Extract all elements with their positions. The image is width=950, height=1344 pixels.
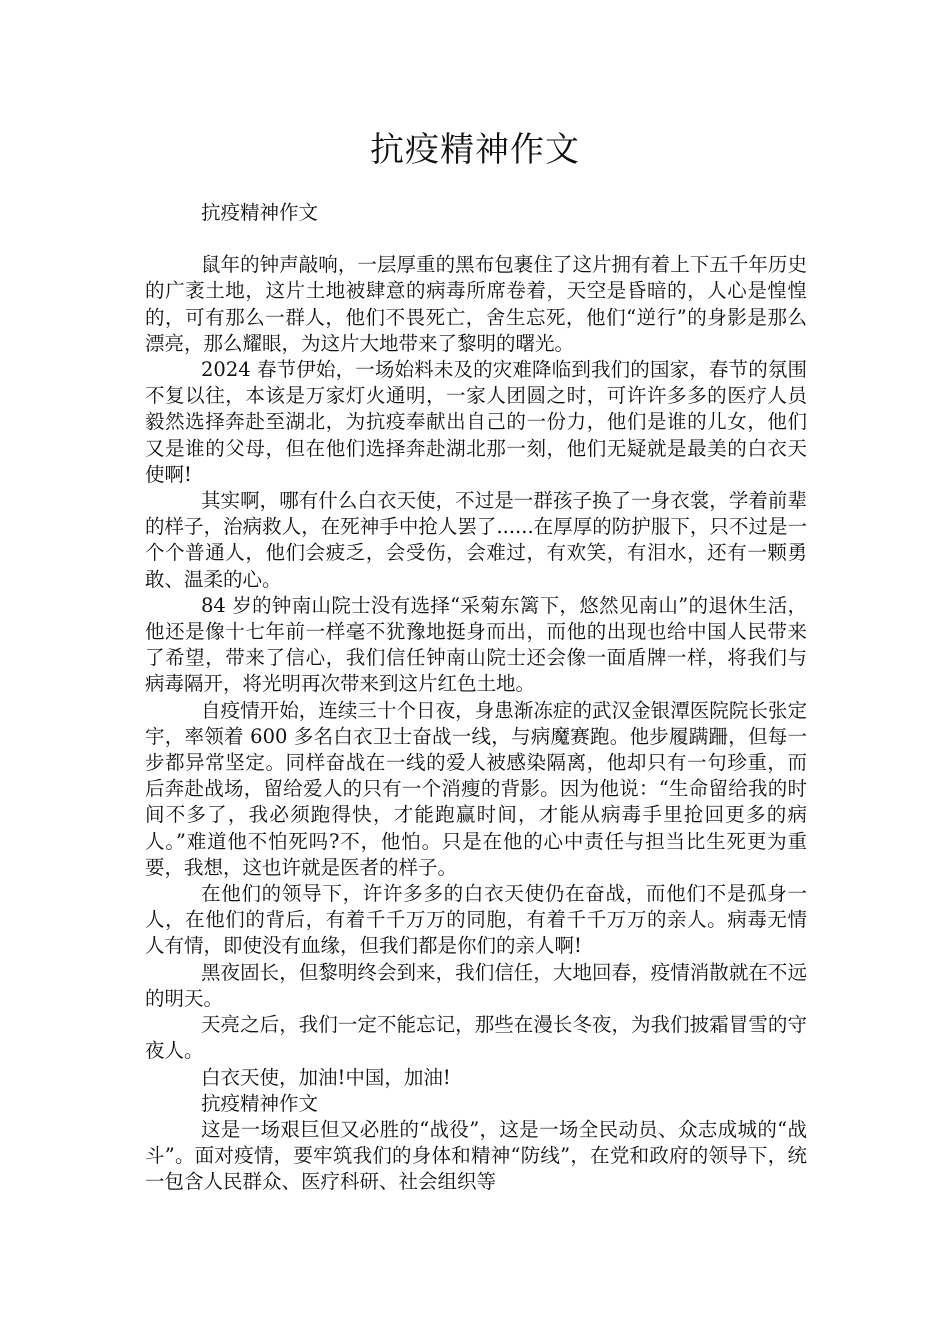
section-heading: 抗疫精神作文 [201,1091,319,1115]
paragraph: 在他们的领导下，许许多多的白衣天使仍在奋战，而他们不是孤身一人，在他们的背后，有着千千万万的同胞，有着千千万万的亲人。病毒无情人有情，即使没有血缘，但我们都是你们的亲人啊! [145,882,807,958]
document-subtitle: 抗疫精神作文 [201,201,319,224]
paragraph: 鼠年的钟声敲响，一层厚重的黑布包裹住了这片拥有着上下五千年历史的广袤土地，这片土地被肆意的病毒所席卷着，天空是昏暗的，人心是惶惶的，可有那么一群人，他们不畏死亡，舍生忘死，他们“逆行”的身影是那么漂亮，那么耀眼，为这片大地带来了黎明的曙光。 [145,253,807,355]
paragraph: 2024 春节伊始，一场始料未及的灾难降临到我们的国家，春节的氛围不复以往，本该是万家灯火通明，一家人团圆之时，可许许多多的医疗人员毅然选择奔赴至湖北，为抗疫奉献出自己的一份力，他们是谁的儿女，他们又是谁的父母，但在他们选择奔赴湖北那一刻，他们无疑就是最美的白衣天使啊! [145,358,807,486]
paragraph: 白衣天使，加油!中国，加油! [201,1065,451,1089]
paragraph: 84 岁的钟南山院士没有选择“采菊东篱下，悠然见南山”的退休生活，他还是像十七年前一样毫不犹豫地挺身而出，而他的出现也给中国人民带来了希望，带来了信心，我们信任钟南山院士还会像一面盾牌一样，将我们与病毒隔开，将光明再次带来到这片红色土地。 [145,593,807,696]
paragraph: 天亮之后，我们一定不能忘记，那些在漫长冬夜，为我们披霜冒雪的守夜人。 [145,1013,807,1063]
paragraph: 自疫情开始，连续三十个日夜，身患渐冻症的武汉金银潭医院院长张定宇，率领着 600 多名白衣卫士奋战一线，与病魔赛跑。他步履蹒跚，但每一步都异常坚定。同样奋战在一线的爱人被感染隔离，他却只有一句珍重，而后奔赴战场，留给爱人的只有一个消瘦的背影。因为他说：“生命留给我的时间不多了，我必须跑得快，才能跑赢时间，才能从病毒手里抢回更多的病人。”难道他不怕死吗?不，他怕。只是在他的心中责任与担当比生死更为重要，我想，这也许就是医者的样子。 [145,698,807,879]
paragraph: 这是一场艰巨但又必胜的“战役”，这是一场全民动员、众志成城的“战斗”。面对疫情，要牢筑我们的身体和精神“防线”，在党和政府的领导下，统一包含人民群众、医疗科研、社会组织等 [145,1117,807,1194]
document-body [145,200,807,1196]
document-title: 抗疫精神作文 [370,130,580,170]
paragraph: 其实啊，哪有什么白衣天使，不过是一群孩子换了一身衣裳，学着前辈的样子，治病救人，在死神手中抢人罢了......在厚厚的防护服下，只不过是一个个普通人，他们会疲乏，会受伤，会难过，有欢笑，有泪水，还有一颗勇敢、温柔的心。 [145,489,807,591]
paragraph: 黑夜固长，但黎明终会到来，我们信任，大地回春，疫情消散就在不远的明天。 [145,960,807,1010]
